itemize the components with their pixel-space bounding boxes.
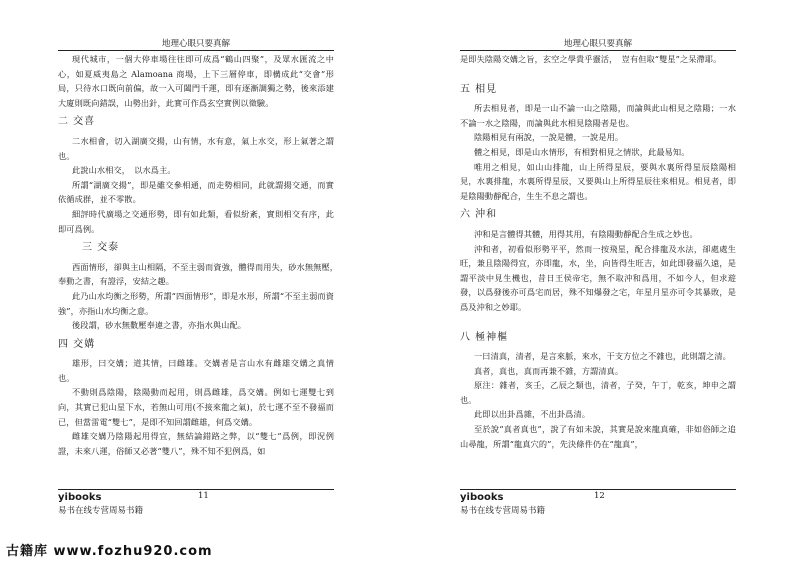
paragraph: 此即以出卦爲雜，不出卦爲清。	[474, 409, 591, 420]
header-rule	[58, 50, 334, 51]
paragraph: 是即失陰陽交媾之旨，玄空之學貴乎靈活， 豈有但取“雙星”之呆滯耶。	[460, 54, 722, 64]
right-page	[460, 0, 736, 530]
running-head: 地理心眼只要真解	[161, 39, 230, 49]
paragraph: 所謂“湖廣交揚”，即是雖交參相通，而走勢相同，此就謂揚交通，而實依循成群，並不零散。	[58, 179, 334, 205]
paragraph: 細評時代廣場之交通形勢，即有如此類，看似紛紊，實則相交有序，此即可爲例。	[58, 208, 334, 234]
paragraph: 一曰清真，清者，是言來脈，來水，干支方位之不雜也，此則謂之清。	[474, 351, 731, 362]
paragraph: 雄形，曰交媾；道其情，曰雌雄。交媾者是言山水有雌雄交媾之真情也。	[58, 358, 334, 383]
section-heading: 八 極神樞	[460, 331, 509, 343]
right-page-body	[460, 52, 736, 451]
paragraph: 真者，真也，真而再兼不雜，方謂清真。	[474, 365, 624, 376]
page-number: 12	[594, 491, 605, 501]
header-rule	[460, 50, 736, 51]
paragraph: 二水相會，切入湖廣交揚，山有情，水有意，氣上水交，形上氣著之謂也。	[58, 135, 334, 161]
section-heading: 五 相見	[460, 83, 498, 95]
section-heading: 六 沖和	[460, 209, 498, 221]
publisher-tagline: 易书在线专营周易书籍	[460, 506, 546, 516]
paragraph: 雌雄交媾乃陰陽起用得宜，無結論錯路之弊，以“雙七”爲例，即況例證，未來八運，俗師又必著“雙八”，殊不知不犯例爲，如	[58, 431, 334, 456]
section-heading: 三 交泰	[82, 242, 120, 254]
paragraph: 原注：雜者，亥壬，乙辰之類也，清者，子癸，午丁，乾亥，坤申之謂也。	[460, 380, 736, 405]
paragraph: 現代城市，一個大停車場往往即可成爲“鶴山四聚”，及眾水匯流之中心，如夏威夷島之 Alamoana 商場，上下三層停車，即構成此“交會”形局，只待水口既向前偏，故一入可闔門千運，即有逐漸調獨之勢，後來添建大廈則既向錯誤，山勢出針，此實可作爲玄空實例以徵驗。	[58, 54, 334, 108]
section-heading: 四 交媾	[58, 338, 96, 350]
paragraph: 沖和者，初看似形勢平平，然而一按飛星，配合排龍及水法，卻處處生旺，兼且陰陽得宜，亦即龍，水，坐，向皆得生旺吉，如此即發福久遠，是謂平淡中見生機也，昔日王侯帝宅，無不取沖和爲用，不如今人，但求遊發，以爲發後亦可爲宅而居，殊不知爆發之宅，年星月星亦可令其暴敗，是爲及沖和之妙耶。	[460, 243, 736, 312]
paragraph: 此乃山水均衡之形勢，所謂“四面情形”，即是水形，所謂“不至主弱而資強”，亦指山水均衡之意。	[58, 290, 334, 316]
footer-rule	[460, 489, 736, 490]
page-number: 11	[198, 491, 209, 501]
left-page-body	[58, 52, 343, 458]
section-heading: 二 交喜	[58, 116, 96, 128]
paragraph: 此說山水相交， 以水爲主。	[72, 165, 176, 176]
paragraph: 後段謂，砂水無數壓奉違之書，亦指水與山配。	[72, 320, 247, 331]
paragraph: 西面情形，卻與主山相隔，不至主弱而資強，體得而用失，砂水無無壓， 奉動之書，有證浮，安結之趣。	[58, 261, 343, 287]
site-watermark: 古籍库 www.fozhu920.com	[6, 544, 213, 559]
paragraph: 沖和是言體得其體，用得其用，有陰陽動靜配合生成之妙也。	[474, 228, 698, 239]
publisher-brand: yibooks	[460, 492, 504, 503]
publisher-tagline: 易书在线专营周易书籍	[58, 506, 144, 516]
paragraph: 至於說“真者真也”，說了有如未說，其實是說來龍真確，非如俗師之追山尋龍，所謂“龍真穴的”，先決條件仍在“龍真”，	[460, 424, 736, 449]
paragraph: 體之相見，即是山水情形，有相對相見之情狀，此最易知。	[474, 146, 690, 157]
footer-rule	[58, 489, 334, 490]
paragraph: 唯用之相見，如山山排龍，山上所得星辰，要與水裏所得星辰陰陽相見，水裏排龍，水裏所得星辰，又要與山上所得星辰往來相見。相見者，即是陰陽動靜配合，生生不息之謂也。	[460, 161, 736, 201]
paragraph: 不動則爲陰陽，陰陽動而起用，則爲雌雄，爲交媾。例如七運雙七到向，其實已犯山星下水，若無山可用(不接來龍之氣)，於七運不至不發福而已，但當雷電“雙七”，是即不知回謂雌雄，何爲交媾。	[58, 387, 334, 427]
publisher-brand: yibooks	[58, 492, 102, 503]
left-page	[58, 0, 343, 530]
paragraph: 陰陽相見有兩說，一說是體，一說是用。	[474, 132, 624, 143]
paragraph: 所去相見者，即是一山不論一山之陰陽，而論與此山相見之陰陽；一水不論一水之陰陽，而論與此水相見陰陽者是也。	[460, 103, 736, 128]
running-head: 地理心眼只要真解	[563, 39, 632, 49]
